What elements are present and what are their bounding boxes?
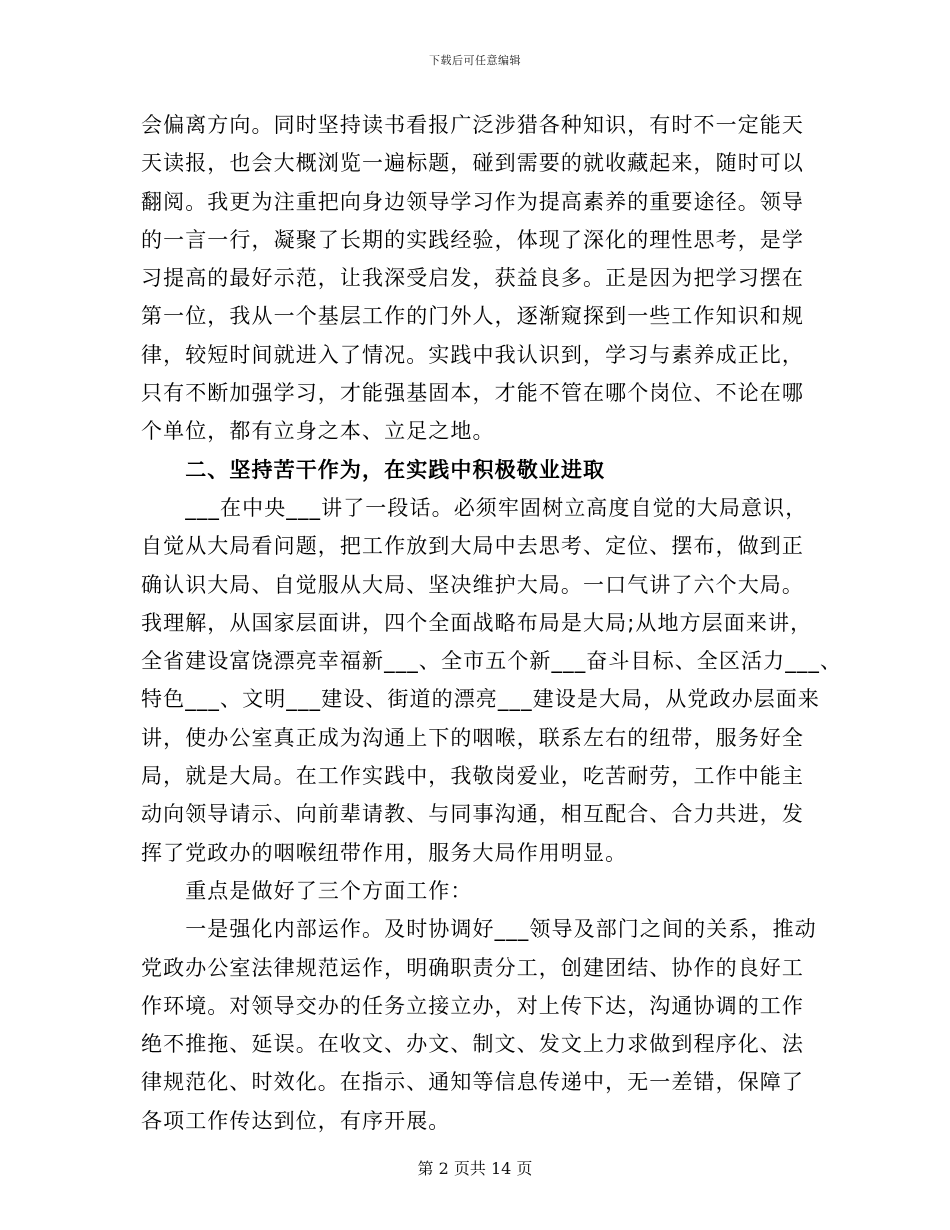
paragraph-line: 第一位，我从一个基层工作的门外人，逐渐窥探到一些工作知识和规 [141,304,804,329]
paragraph-line: 会偏离方向。同时坚持读书看报广泛涉猎各种知识，有时不一定能天 [141,113,804,137]
paragraph-line: 个单位，都有立身之本、立足之地。 [141,419,495,444]
paragraph-line: 局，就是大局。在工作实践中，我敬岗爱业，吃苦耐劳，工作中能主 [141,764,804,789]
paragraph-line: 确认识大局、自觉服从大局、坚决维护大局。一口气讲了六个大局。 [141,572,804,597]
page-header: 下载后可任意编辑 [429,54,521,67]
paragraph-line: 绝不推拖、延误。在收文、办文、制文、发文上力求做到程序化、法 [141,1032,804,1057]
document-body [141,106,843,1140]
paragraph-line: 动向领导请示、向前辈请教、与同事沟通，相互配合、合力共进，发 [141,802,804,827]
paragraph-line: 翻阅。我更为注重把向身边领导学习作为提高素养的重要途径。领导 [141,189,804,214]
paragraph-line: 各项工作传达到位，有序开展。 [141,1108,451,1133]
paragraph-line: 自觉从大局看问题，把工作放到大局中去思考、定位、摆布，做到正 [141,534,804,559]
paragraph-line: 特色___、文明___建设、街道的漂亮___建设是大局，从党政办层面来 [141,687,820,712]
paragraph-line: 讲，使办公室真正成为沟通上下的咽喉，联系左右的纽带，服务好全 [141,725,804,750]
paragraph-line: 党政办公室法律规范运作，明确职责分工，创建团结、协作的良好工 [141,955,804,980]
paragraph-line: 律规范化、时效化。在指示、通知等信息传递中，无一差错，保障了 [141,1070,804,1095]
paragraph-line: 天读报，也会大概浏览一遍标题，碰到需要的就收藏起来，随时可以 [141,151,804,176]
paragraph-line: 习提高的最好示范，让我深受启发，获益良多。正是因为把学习摆在 [141,266,804,291]
page-footer: 第 2 页共 14 页 [417,1159,533,1178]
paragraph-line: ___在中央___讲了一段话。必须牢固树立高度自觉的大局意识， [141,495,808,520]
paragraph-line: 挥了党政办的咽喉纽带作用，服务大局作用明显。 [141,840,628,865]
paragraph-line: 一是强化内部运作。及时协调好___领导及部门之间的关系，推动 [141,917,817,942]
paragraph-line: 我理解，从国家层面讲，四个全面战略布局是大局;从地方层面来讲， [141,610,813,635]
paragraph-line: 重点是做好了三个方面工作： [141,878,473,903]
section-heading: 二、坚持苦干作为，在实践中积极敬业进取 [141,457,606,482]
paragraph-line: 律，较短时间就进入了情况。实践中我认识到，学习与素养成正比， [141,342,804,367]
paragraph-line: 只有不断加强学习，才能强基固本，才能不管在哪个岗位、不论在哪 [141,381,804,406]
paragraph-line: 全省建设富饶漂亮幸福新___、全市五个新___奋斗目标、全区活力___、 [141,649,843,674]
paragraph-line: 的一言一行，凝聚了长期的实践经验，体现了深化的理性思考，是学 [141,227,804,252]
paragraph-line: 作环境。对领导交办的任务立接立办，对上传下达，沟通协调的工作 [141,993,804,1018]
